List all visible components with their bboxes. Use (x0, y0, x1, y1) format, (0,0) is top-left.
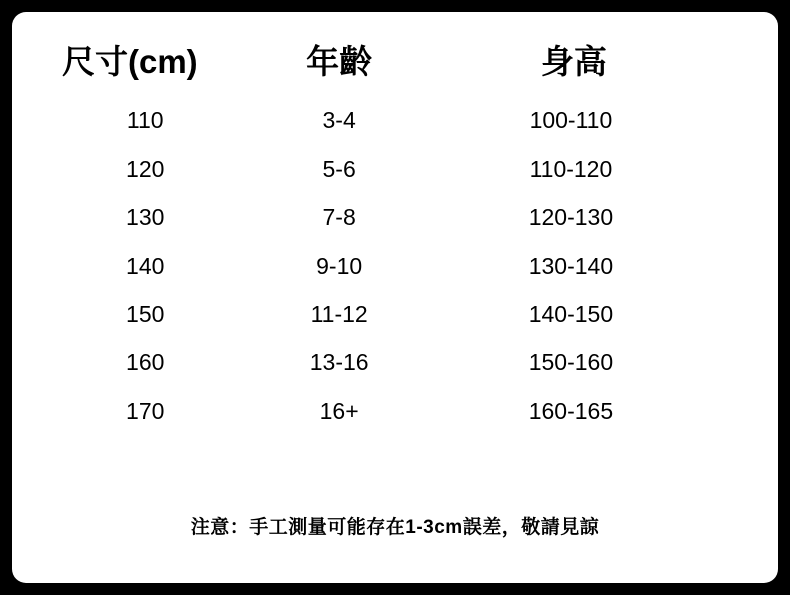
measurement-note: 注意：手工測量可能存在1-3cm誤差，敬請見諒 (190, 517, 600, 538)
cell-size: 170 (126, 397, 165, 424)
table-row (46, 387, 744, 435)
table-row (46, 96, 744, 144)
cell-size: 110 (126, 107, 164, 134)
cell-height: 100-110 (529, 107, 613, 134)
cell-age: 9-10 (316, 252, 363, 279)
cell-size: 160 (126, 349, 165, 376)
cell-size: 150 (126, 301, 165, 328)
column-header-age: 年齡 (306, 43, 373, 80)
cell-height: 110-120 (529, 155, 613, 182)
cell-size: 140 (126, 252, 165, 279)
size-chart-card (12, 12, 778, 583)
cell-age: 11-12 (310, 301, 368, 328)
table-row (46, 145, 744, 193)
cell-height: 160-165 (528, 397, 614, 424)
cell-height: 120-130 (528, 204, 614, 231)
table-header-row (46, 44, 744, 96)
table-row (46, 338, 744, 386)
size-chart-table-wrapper (12, 12, 778, 532)
cell-age: 13-16 (309, 349, 369, 376)
cell-size: 120 (126, 155, 165, 182)
size-chart-table (46, 44, 744, 435)
cell-age: 5-6 (322, 155, 356, 182)
table-row (46, 242, 744, 290)
cell-age: 7-8 (322, 204, 356, 231)
cell-age: 3-4 (322, 107, 356, 134)
cell-height: 150-160 (528, 349, 614, 376)
table-row (46, 193, 744, 241)
cell-age: 16+ (319, 397, 359, 424)
cell-height: 130-140 (528, 252, 614, 279)
column-header-size: 尺寸(cm) (62, 43, 198, 80)
table-row (46, 290, 744, 338)
cell-height: 140-150 (528, 301, 614, 328)
cell-size: 130 (126, 204, 165, 231)
column-header-height: 身高 (540, 43, 607, 80)
